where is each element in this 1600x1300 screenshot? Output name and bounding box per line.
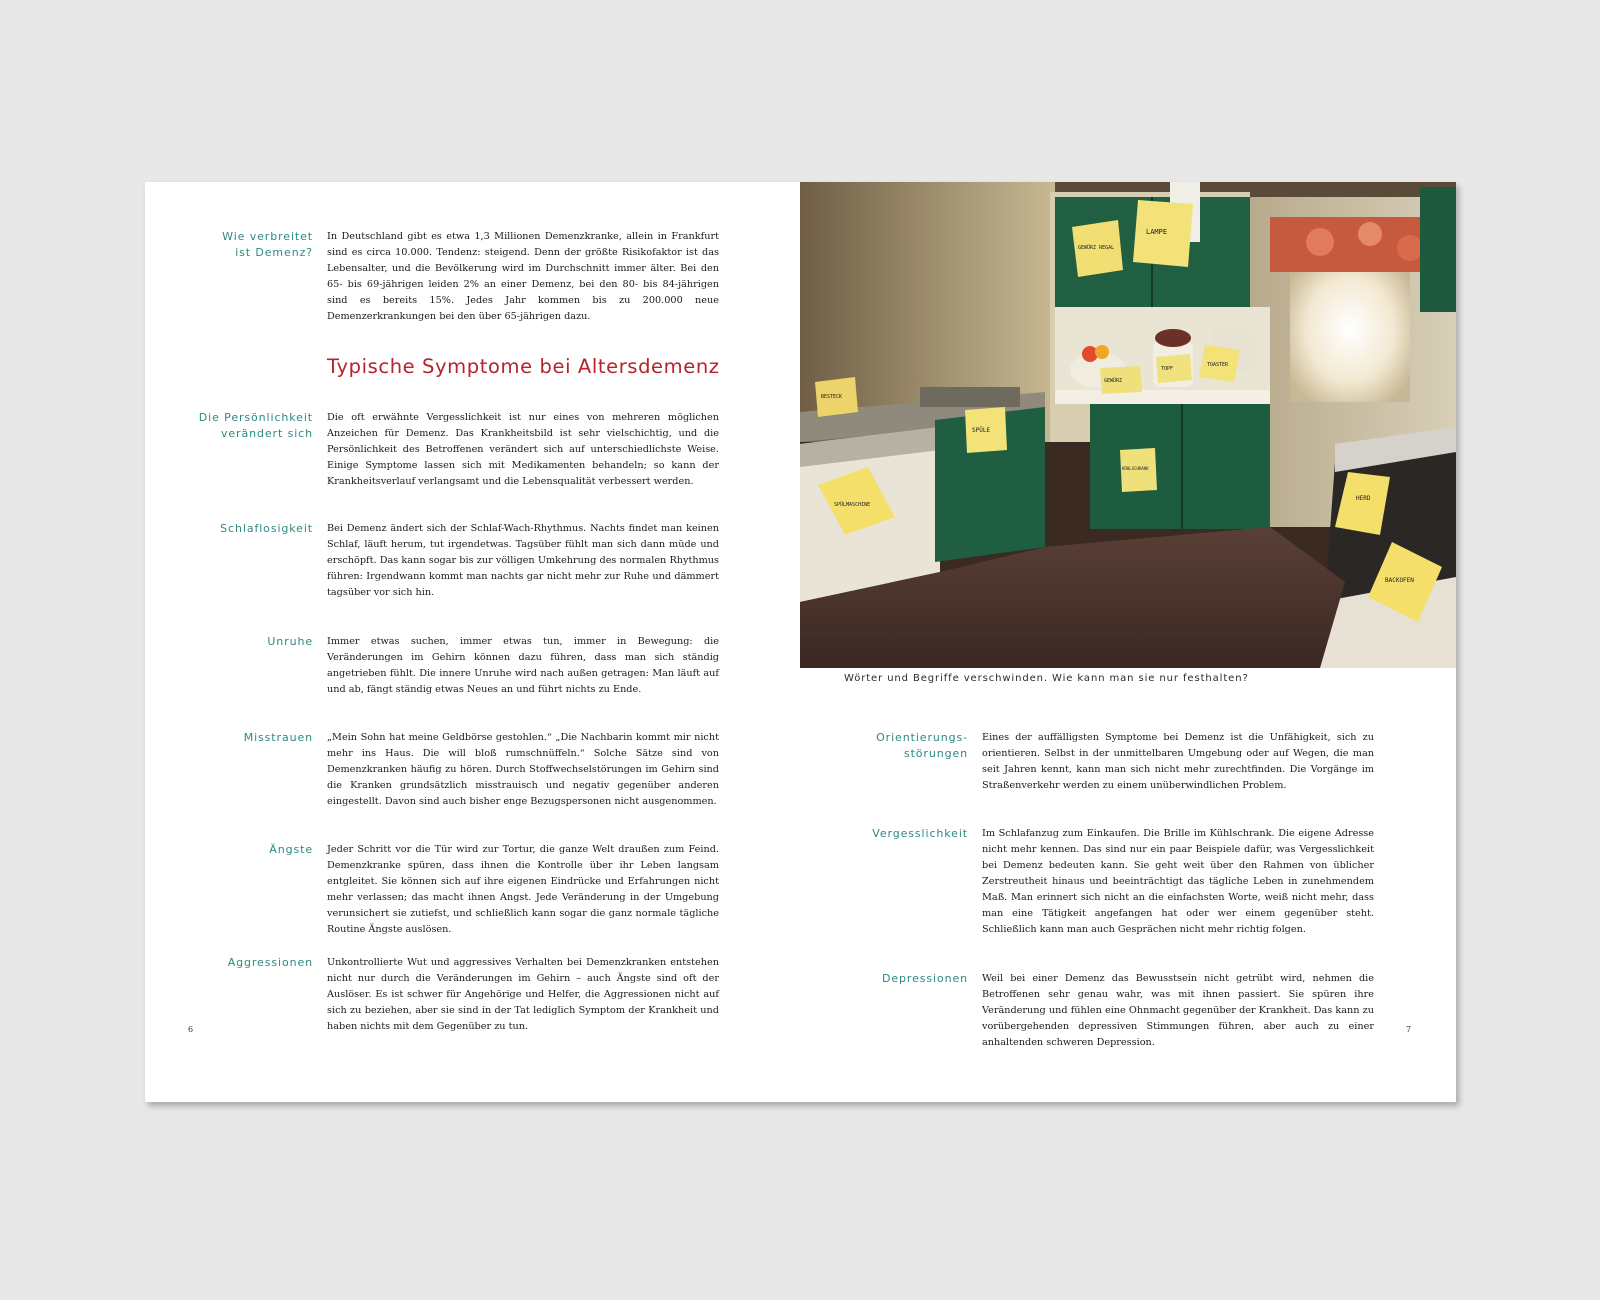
text-persoenlichkeit: Die oft erwähnte Vergesslichkeit ist nur eines von mehreren möglichen Anzeichen für Demenz. Das Krankheitsbild ist sehr vielschichtig, und die Persönlichkeit des Betroffenen verändert sich auf unterschiedlichste Weise. Einige Symptome lassen sich mit Medikamenten behandeln; so kann der Krankheitsverlauf verlangsamt und die Lebensqualität verbessert werden. — [327, 412, 719, 487]
text-unruhe: Immer etwas suchen, immer etwas tun, immer in Bewegung: die Veränderungen im Gehirn können dazu führen, dass man sich ständig angetrieben fühlt. Die innere Unruhe wird nach außen getragen: Man läuft auf und ab, fängt ständig etwas Neues an und führt nichts zu Ende. — [327, 636, 719, 695]
photo-caption: Wörter und Begriffe verschwinden. Wie kann man sie nur festhalten? — [844, 673, 1249, 684]
sticky-note-label: TOPF — [1161, 366, 1174, 372]
sticky-note-label: SPÜLE — [972, 427, 991, 434]
text-vergesslichkeit: Im Schlafanzug zum Einkaufen. Die Brille im Kühlschrank. Die eigene Adresse nicht mehr kennen. Das sind nur ein paar Beispiele dafür, was Vergesslichkeit bei Demenz bedeuten kann. Sie geht weit über den Rahmen von üblicher Zerstreutheit hinaus und beeinträchtigt das tägliche Leben in zunehmendem Maß. Man erinnert sich nicht an die einfachsten Worte, weiß nicht mehr, dass man eine Tätigkeit angefangen hat oder wer einem gegenüber steht. Schließlich kann man auch Gesprächen nicht mehr richtig folgen. — [982, 828, 1374, 935]
label-aengste: Ängste — [269, 843, 313, 856]
sticky-note-gewuerz — [1100, 366, 1142, 394]
label-depressionen: Depressionen — [881, 972, 968, 985]
label-schlaflosigkeit: Schlaflosigkeit — [220, 522, 313, 535]
sticky-note-lampe — [1133, 200, 1193, 267]
label-misstrauen: Misstrauen — [243, 731, 313, 744]
label-aggressionen: Aggressionen — [227, 956, 313, 969]
page-number-right: 7 — [1406, 1025, 1412, 1034]
page-number-left: 6 — [188, 1025, 194, 1034]
label-orientierung: Orientierungs- störungen — [876, 731, 968, 760]
sticky-note-label: HERD — [1356, 495, 1371, 502]
sticky-note-besteck — [815, 377, 858, 417]
sticky-note-gewuerzregal — [1072, 220, 1123, 277]
sticky-note-label: TOASTER — [1207, 362, 1229, 368]
sticky-note-label: LAMPE — [1146, 228, 1168, 236]
text-aggressionen: Unkontrollierte Wut und aggressives Verhalten bei Demenzkranken entstehen nicht nur durch die Veränderungen im Gehirn – auch Ängste sind oft der Auslöser. Es ist schwer für Angehörige und Helfer, die Aggressionen nicht auf sich zu beziehen, aber sie sind in der Tat lediglich Symptom der Krankheit und haben nichts mit dem Gegenüber zu tun. — [327, 957, 719, 1032]
sticky-note-kuehlschrank — [1120, 448, 1157, 492]
label-vergesslichkeit: Vergesslichkeit — [872, 827, 968, 840]
text-schlaflosigkeit: Bei Demenz ändert sich der Schlaf-Wach-Rhythmus. Nachts findet man keinen Schlaf, läuft herum, tut irgendetwas. Tagsüber fühlt man sich dann müde und erschöpft. Das kann sogar bis zur völligen Umkehrung des normalen Rhythmus führen: Irgendwann kommt man nachts gar nicht mehr zur Ruhe und dämmert tagsüber vor sich hin. — [327, 523, 719, 598]
text-orientierung: Eines der auffälligsten Symptome bei Demenz ist die Unfähigkeit, sich zu orientieren. Selbst in der unmittelbaren Umgebung oder auf Wegen, die man seit Jahren kennt, kann man sich nicht mehr zurechtfinden. Die Vorgänge im Straßenverkehr werden zu einem unüberwindlichen Problem. — [982, 732, 1374, 791]
intro-text: In Deutschland gibt es etwa 1,3 Millionen Demenzkranke, allein in Frankfurt sind es circa 10.000. Tendenz: steigend. Denn der größte Risikofaktor ist das Lebensalter, und die Bevölkerung wird im Durchschnitt immer älter. Bei den 65- bis 69-jährigen leiden 2% an einer Demenz, bei den 80- bis 84-jährigen sind es bereits 15%. Jedes Jahr kommen bis zu 200.000 neue Demenzerkrankungen bei den über 65-jährigen dazu. — [327, 231, 719, 322]
kitchen-photo — [800, 182, 1456, 668]
sticky-note-label: GEWÜRZ — [1104, 378, 1123, 384]
text-depressionen: Weil bei einer Demenz das Bewusstsein nicht getrübt wird, nehmen die Betroffenen sehr genau wahr, was mit ihnen passiert. Sie spüren ihre Veränderung und fühlen eine Ohnmacht gegenüber der Krankheit. Das kann zu vorübergehenden depressiven Stimmungen führen, aber auch zu einer anhaltenden schweren Depression. — [982, 973, 1374, 1048]
sticky-note-topf — [1156, 354, 1192, 383]
sticky-note-spuele — [965, 407, 1007, 453]
text-misstrauen: „Mein Sohn hat meine Geldbörse gestohlen.“ „Die Nachbarin kommt mir nicht mehr ins Haus. Die will bloß rumschnüffeln.“ Solche Sätze sind von Demenzkranken häufig zu hören. Durch Stoffwechselstörungen im Gehirn sind die Kranken grundsätzlich misstrauisch und negativ gegenüber anderen eingestellt. Davon sind auch bisher enge Bezugspersonen nicht ausgenommen. — [327, 732, 719, 807]
sticky-note-label: SPÜLMASCHINE — [834, 502, 871, 508]
sticky-note-label: KÜHLSCHRANK — [1122, 466, 1149, 471]
sticky-note-label: GEWÜRZ REGAL — [1078, 245, 1115, 251]
left-page — [145, 182, 800, 1102]
intro-label: Wie verbreitet ist Demenz? — [222, 230, 313, 259]
label-persoenlichkeit: Die Persönlichkeit verändert sich — [198, 411, 313, 440]
right-page — [800, 182, 1456, 1102]
sticky-note-label: BACKOFEN — [1385, 577, 1414, 584]
sticky-note-label: BESTECK — [821, 394, 843, 400]
section-heading: Typische Symptome bei Altersdemenz — [327, 355, 720, 378]
text-aengste: Jeder Schritt vor die Tür wird zur Tortur, die ganze Welt draußen zum Feind. Demenzkranke spüren, dass ihnen die Kontrolle über ihr Leben langsam entgleitet. Sie können sich auf ihre eigenen Eindrücke und Erfahrungen nicht mehr verlassen; das macht ihnen Angst. Jede Veränderung in der Umgebung verunsichert sie zutiefst, und schließlich kann sogar die ganz normale tägliche Routine Ängste auslösen. — [327, 844, 719, 935]
label-unruhe: Unruhe — [267, 635, 313, 648]
sticky-note-toaster — [1199, 345, 1240, 382]
brochure-spread — [145, 182, 1456, 1102]
